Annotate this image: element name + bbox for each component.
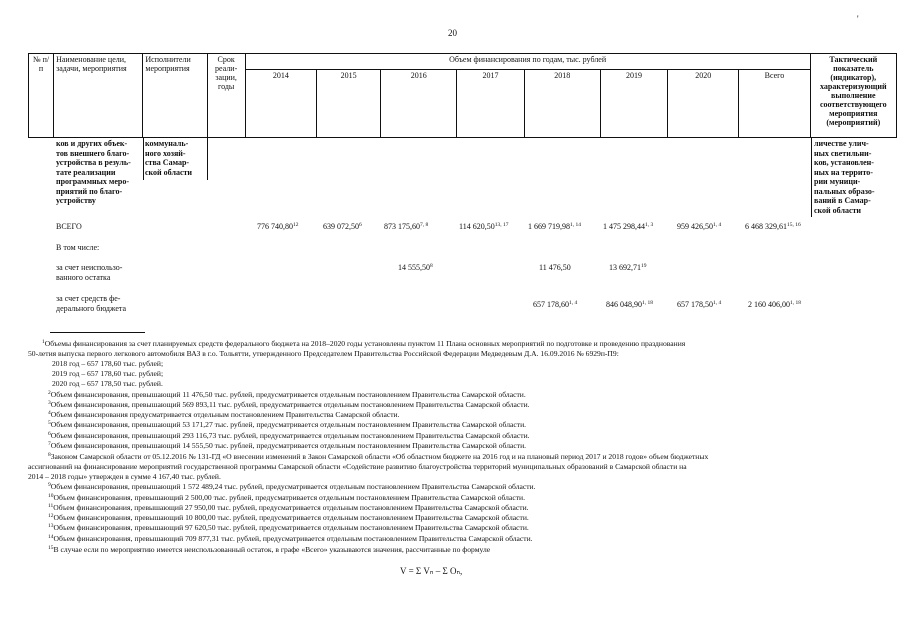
header-term: Срок реали-зации, годы [207, 54, 245, 138]
federal-2019 [606, 300, 653, 309]
footnote-ref: 1, 18 [642, 300, 653, 306]
text-line: ства Самар- [145, 158, 190, 167]
value: 959 426,50 [677, 222, 713, 231]
footnote-text: Объем финансирования, превышающий 97 620,50 тыс. рублей, предусматривается отдельным постановлением Правительства Самарской области. [53, 523, 529, 532]
header-year: 2017 [457, 70, 524, 138]
table-header [28, 53, 897, 138]
footnote-text: Объем финансирования, превышающий 27 950,00 тыс. рублей, предусматривается отдельным постановлением Правительства Самарской области. [53, 503, 529, 512]
header-indicator: Тактический показатель (индикатор), характеризующий выполнение соответствующего мероприятия (мероприятий) [810, 54, 896, 138]
text-line: тов внешнего благо- [56, 148, 130, 158]
header-year: 2015 [316, 70, 380, 138]
footnote-ref: 12 [293, 222, 299, 228]
footnote-number: 2 [48, 390, 51, 396]
footnote [48, 419, 905, 429]
value: 14 555,50 [398, 263, 430, 272]
total-2018 [528, 222, 581, 231]
footnote [48, 389, 905, 399]
footnote-ref: 1, 4 [713, 300, 722, 306]
cell-border [207, 137, 208, 180]
footnote [48, 440, 905, 450]
footnote-text: В случае если по мероприятию имеется неиспользованный остаток, в графе «Всего» указываются значения, рассчитанные по формуле [53, 545, 491, 554]
footnote-ref: 1, 3 [645, 222, 654, 228]
footnote-number: 3 [48, 400, 51, 406]
footnote [52, 378, 905, 388]
footnote-text: 2018 год – 657 178,60 тыс. рублей; [52, 359, 164, 368]
federal-total [748, 300, 801, 309]
text-line: ской области [814, 205, 862, 215]
footnote-number: 10 [48, 493, 54, 499]
footnote-separator [50, 332, 145, 333]
footnote-ref: 1, 14 [570, 222, 581, 228]
footnote [28, 461, 886, 471]
footnote-text: Объем финансирования, превышающий 2 500,00 тыс. рублей, предусматривается отдельным постановлением Правительства Самарской области. [53, 493, 525, 502]
footnote-text: Законом Самарской области от 05.12.2016 № 131-ГД «О внесении изменений в Закон Самарской области «Об областном бюджете на 2016 год и на плановый период 2017 и 2018 годов» объем бюджетных [50, 452, 709, 461]
footnote-number: 13 [48, 523, 54, 529]
footnote-number: 7 [48, 441, 51, 447]
footnote [52, 368, 905, 378]
total-2020 [677, 222, 721, 231]
footnote-ref: 13, 17 [494, 222, 509, 228]
value: 657 178,60 [533, 300, 569, 309]
footnote-text: 2019 год – 657 178,60 тыс. рублей; [52, 369, 164, 378]
total-2017 [459, 222, 508, 231]
text-line: ных на террито- [814, 167, 873, 177]
footnote-ref: 1, 4 [713, 222, 722, 228]
total-2015 [323, 222, 362, 231]
value: 11 476,50 [539, 263, 571, 272]
value: 2 160 406,00 [748, 300, 790, 309]
text-line: тате реализации [56, 167, 116, 177]
including-label: В том числе: [56, 243, 100, 252]
footnote [48, 533, 905, 543]
footnote [48, 399, 905, 409]
footnote [48, 512, 905, 522]
footnote-number: 14 [48, 534, 54, 540]
text-line: устройства в резуль- [56, 158, 131, 167]
footnote [48, 409, 905, 419]
value: 13 692,71 [609, 263, 641, 272]
cell-border [143, 137, 144, 180]
footnote [48, 430, 905, 440]
page-number: 20 [448, 28, 457, 38]
unused-label [56, 263, 122, 282]
footnote-text: Объем финансирования, превышающий 293 116,73 тыс. рублей, предусматривается отдельным постановлением Правительства Самарской области. [50, 431, 530, 440]
footnote-ref: 6 [359, 222, 362, 228]
footnote-number: 1 [42, 339, 45, 345]
text-line: ваний в Самар- [814, 196, 871, 205]
header-executors: Исполнители мероприятия [143, 54, 207, 138]
value: 657 178,50 [677, 300, 713, 309]
footnote [48, 451, 905, 461]
footnote-number: 8 [48, 452, 51, 458]
cont-exec-cell [145, 139, 192, 177]
footnote-text: Объем финансирования, превышающий 11 476,50 тыс. рублей, предусматривается отдельным постановлением Правительства Самарской области. [50, 390, 526, 399]
header-year: 2020 [668, 70, 739, 138]
text-line: рии муници- [814, 177, 861, 186]
scan-mark: ' [857, 14, 859, 24]
footnote [48, 544, 905, 554]
footnote [48, 492, 905, 502]
footnote-text: 2014 – 2018 годы» утвержден в сумме 4 167,40 тыс. рублей. [28, 472, 221, 481]
footnote [28, 348, 886, 358]
text-line: за счет средств фе- [56, 294, 121, 303]
total-2014 [257, 222, 299, 231]
value: 6 468 329,61 [745, 222, 787, 231]
unused-2018 [539, 263, 571, 272]
footnote-ref: 1, 18 [790, 300, 801, 306]
text-line: за счет неиспользо- [56, 263, 123, 272]
text-line: ской области [145, 167, 193, 177]
federal-2018 [533, 300, 577, 309]
footnote-text: ассигнований на финансирование мероприятий государственной программы Самарской области «Содействие развитию благоустройства территорий муниципальных образований в Самарской области на [28, 462, 687, 471]
header-no: № п/п [29, 54, 54, 138]
cell-border [811, 137, 812, 217]
footnote-ref: 19 [641, 263, 647, 269]
cont-name-cell [56, 139, 142, 206]
federal-2020 [677, 300, 721, 309]
footnote-number: 9 [48, 482, 51, 488]
value: 114 620,50 [459, 222, 495, 231]
header-year: 2016 [381, 70, 457, 138]
text-line: приятий по благо- [56, 186, 123, 196]
value: 776 740,80 [257, 222, 293, 231]
footnote [42, 338, 900, 348]
cont-indicator-cell [814, 139, 875, 215]
footnote-text: 2020 год – 657 178,50 тыс. рублей. [52, 379, 163, 388]
text-line: личестве улич- [814, 139, 869, 148]
footnote-ref: 1, 4 [569, 300, 578, 306]
value: 639 072,50 [323, 222, 359, 231]
text-line: ных светильни- [814, 148, 872, 158]
footnote-number: 5 [48, 420, 51, 426]
value: 1 475 298,44 [603, 222, 645, 231]
header-year: Всего [739, 70, 810, 138]
footnote-text: Объем финансирования предусматривается отдельным постановлением Правительства Самарской области. [50, 410, 400, 419]
footnote-number: 11 [48, 503, 54, 509]
footnote-ref: 8 [430, 263, 433, 269]
footnote [48, 502, 905, 512]
federal-label [56, 294, 126, 313]
text-line: ванного остатка [56, 272, 111, 282]
footnote-text: Объем финансирования, превышающий 10 800,00 тыс. рублей, предусматривается отдельным постановлением Правительства Самарской области. [53, 513, 529, 522]
unused-2019 [609, 263, 647, 272]
text-line: ков и других объек- [56, 139, 128, 148]
total-2019 [603, 222, 653, 231]
value: 846 048,90 [606, 300, 642, 309]
footnote-number: 6 [48, 431, 51, 437]
formula: V = Σ Vₙ – Σ Oₙ, [400, 566, 463, 576]
header-financing: Объем финансирования по годам, тыс. рублей [245, 54, 810, 70]
value: 1 669 719,98 [528, 222, 570, 231]
text-line: ного хозяй- [145, 148, 186, 158]
footnote-number: 15 [48, 545, 54, 551]
header-year: 2014 [245, 70, 316, 138]
footnote [48, 522, 905, 532]
text-line: ков, установлен- [814, 158, 874, 167]
text-line: коммуналь- [145, 139, 189, 148]
footnote-text: Объем финансирования, превышающий 569 893,11 тыс. рублей, предусматривается отдельным постановлением Правительства Самарской области. [50, 400, 530, 409]
value: 873 175,60 [384, 222, 420, 231]
total-2016 [384, 222, 428, 231]
unused-2016 [398, 263, 433, 272]
text-line: дерального бюджета [56, 303, 127, 313]
footnote [28, 471, 886, 481]
text-line: пальных образо- [814, 186, 875, 196]
footnote-ref: 7, 8 [420, 222, 429, 228]
footnote-text: 50-летия выпуска первого легкового автомобиля ВАЗ в г.о. Тольятти, утвержденного Председателем Правительства Российской Федерации Медведевым Д.А. 16.09.2016 № 6929п-П9: [28, 349, 619, 358]
footnote-ref: 15, 16 [787, 222, 801, 228]
header-name: Наименование цели, задачи, мероприятия [54, 54, 143, 138]
footnote-number: 12 [48, 513, 54, 519]
header-year: 2018 [524, 70, 600, 138]
footnote-text: Объем финансирования, превышающий 53 171,27 тыс. рублей, предусматривается отдельным постановлением Правительства Самарской области. [50, 420, 527, 429]
header-year: 2019 [600, 70, 667, 138]
footnote [52, 358, 905, 368]
footnote-text: Объем финансирования, превышающий 1 572 489,24 тыс. рублей, предусматривается отдельным постановлением Правительства Самарской области. [50, 482, 536, 491]
footnote-text: Объем финансирования, превышающий 14 555,50 тыс. рублей, предусматривается отдельным постановлением Правительства Самарской области. [50, 441, 527, 450]
text-line: программных меро- [56, 177, 130, 186]
total-label: ВСЕГО [56, 222, 82, 231]
footnote-text: Объем финансирования, превышающий 709 877,31 тыс. рублей, предусматривается отдельным постановлением Правительства Самарской области. [53, 534, 533, 543]
footnote-text: Объемы финансирования за счет планируемых средств федерального бюджета на 2018–2020 годы установлены пунктом 11 Плана основных мероприятий по подготовке и проведению празднования [44, 339, 686, 348]
footnote [48, 481, 905, 491]
footnote-number: 4 [48, 410, 51, 416]
total-all [745, 222, 801, 231]
text-line: устройству [56, 196, 96, 205]
